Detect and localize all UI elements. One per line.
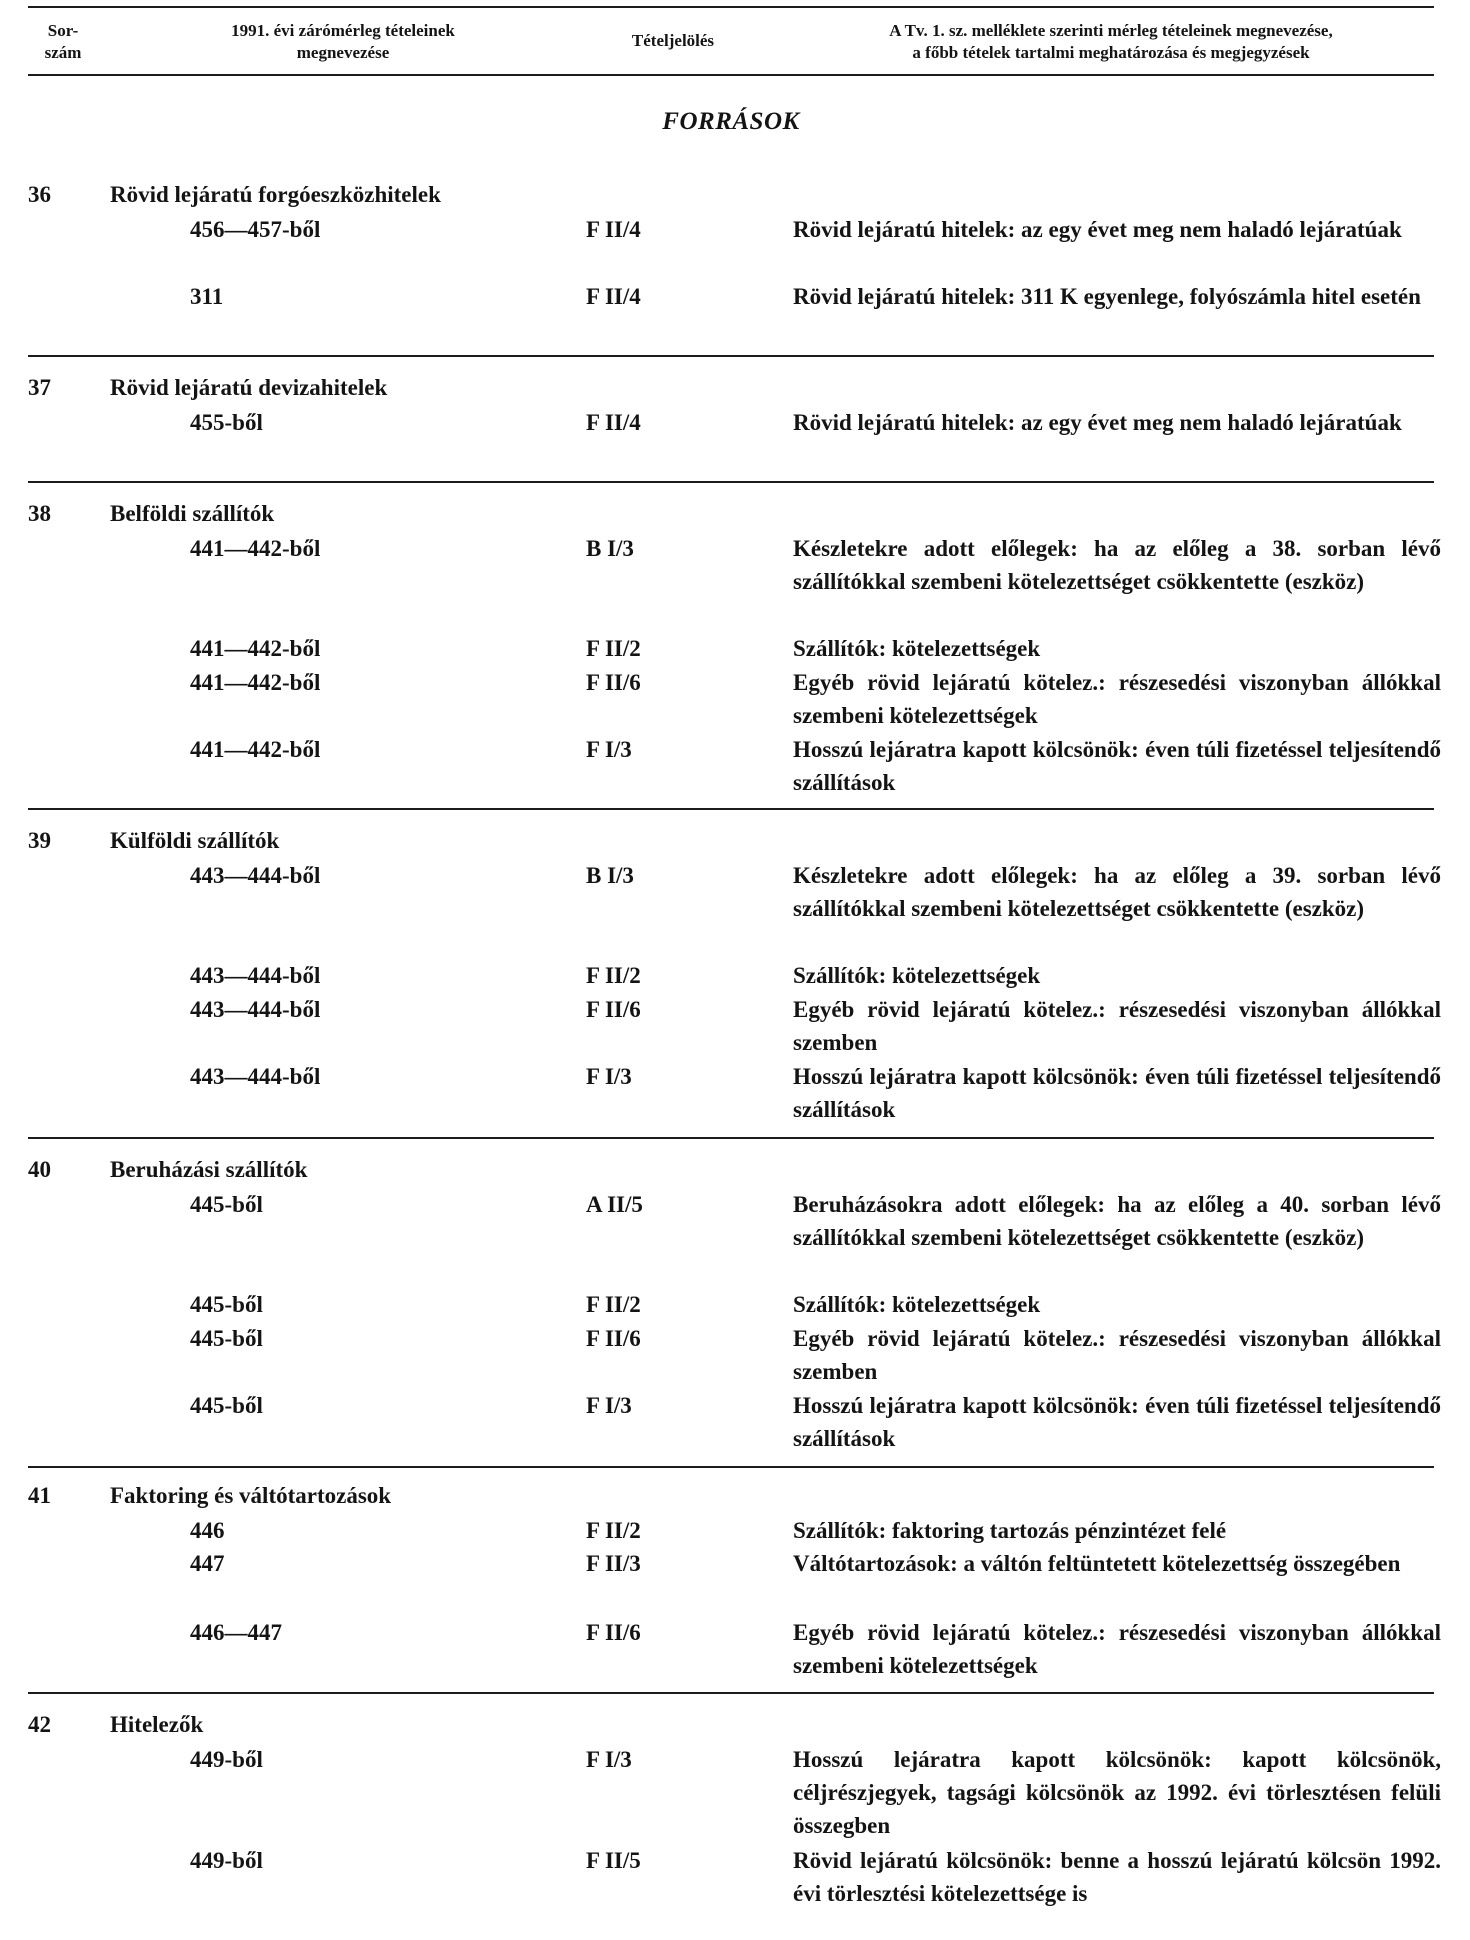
item-description: Egyéb rövid lejáratú kötelez.: részesedési viszonyban állókkal szemben bbox=[793, 1326, 1441, 1384]
header-col-item-code: Tételjelölés bbox=[631, 31, 715, 50]
group-number: 37 bbox=[28, 375, 51, 400]
account-ref: 445-ből bbox=[190, 1326, 263, 1351]
account-ref: 449-ből bbox=[190, 1848, 263, 1873]
group-number: 38 bbox=[28, 501, 51, 526]
header-bottom-rule bbox=[28, 74, 1434, 76]
item-code: F II/6 bbox=[586, 1620, 641, 1645]
account-ref: 455-ből bbox=[190, 410, 263, 435]
item-code: F II/4 bbox=[586, 410, 641, 435]
header-col-row-number: Sor- szám bbox=[44, 21, 82, 62]
top-rule bbox=[28, 6, 1434, 8]
group-divider bbox=[28, 808, 1434, 810]
group-number: 42 bbox=[28, 1712, 51, 1737]
item-description: Szállítók: kötelezettségek bbox=[793, 636, 1041, 661]
item-description: Egyéb rövid lejáratú kötelez.: részesedési viszonyban állókkal szembeni kötelezettségek bbox=[793, 1620, 1441, 1678]
group-divider bbox=[28, 1137, 1434, 1139]
item-code: B I/3 bbox=[586, 536, 634, 561]
item-description: Hosszú lejáratra kapott kölcsönök: éven túli fizetéssel teljesítendő szállítások bbox=[793, 1393, 1441, 1451]
account-ref: 443—444-ből bbox=[190, 863, 321, 888]
item-code: F II/4 bbox=[586, 217, 641, 242]
group-number: 36 bbox=[28, 182, 51, 207]
group-name: Külföldi szállítók bbox=[110, 828, 280, 853]
item-code: F II/2 bbox=[586, 636, 641, 661]
item-code: F I/3 bbox=[586, 1393, 632, 1418]
item-description: Készletekre adott előlegek: ha az előleg a 39. sorban lévő szállítókkal szembeni kötelezettséget csökkentette (eszköz) bbox=[793, 863, 1441, 921]
account-ref: 441—442-ből bbox=[190, 737, 321, 762]
item-description: Rövid lejáratú hitelek: az egy évet meg nem haladó lejáratúak bbox=[793, 410, 1402, 435]
account-ref: 449-ből bbox=[190, 1747, 263, 1772]
item-code: B I/3 bbox=[586, 863, 634, 888]
account-ref: 441—442-ből bbox=[190, 536, 321, 561]
group-name: Rövid lejáratú forgóeszközhitelek bbox=[110, 182, 441, 207]
group-divider bbox=[28, 355, 1434, 357]
item-description: Egyéb rövid lejáratú kötelez.: részesedési viszonyban állókkal szemben bbox=[793, 997, 1441, 1055]
item-description: Hosszú lejáratra kapott kölcsönök: kapott kölcsönök, céljrészjegyek, tagsági kölcsönök az 1992. évi törlesztésen felüli összegben bbox=[793, 1747, 1441, 1838]
account-ref: 456—457-ből bbox=[190, 217, 321, 242]
header-col-1991-item: 1991. évi zárómérleg tételeinek megnevezése bbox=[231, 21, 455, 62]
item-code: F II/5 bbox=[586, 1848, 641, 1873]
item-code: F II/2 bbox=[586, 1292, 641, 1317]
group-name: Hitelezők bbox=[110, 1712, 204, 1737]
item-code: A II/5 bbox=[586, 1192, 643, 1217]
item-description: Hosszú lejáratra kapott kölcsönök: éven túli fizetéssel teljesítendő szállítások bbox=[793, 737, 1441, 795]
group-number: 40 bbox=[28, 1157, 51, 1182]
account-ref: 443—444-ből bbox=[190, 963, 321, 988]
document-page bbox=[28, 0, 1441, 1940]
item-code: F I/3 bbox=[586, 737, 632, 762]
section-title: FORRÁSOK bbox=[662, 108, 800, 135]
account-ref: 443—444-ből bbox=[190, 1064, 321, 1089]
item-code: F II/4 bbox=[586, 284, 641, 309]
item-description: Szállítók: kötelezettségek bbox=[793, 963, 1041, 988]
group-number: 39 bbox=[28, 828, 51, 853]
group-name: Faktoring és váltótartozások bbox=[110, 1483, 392, 1508]
account-ref: 445-ből bbox=[190, 1192, 263, 1217]
item-description: Rövid lejáratú hitelek: az egy évet meg nem haladó lejáratúak bbox=[793, 217, 1402, 242]
item-code: F II/2 bbox=[586, 963, 641, 988]
item-code: F II/3 bbox=[586, 1551, 641, 1576]
item-description: Szállítók: kötelezettségek bbox=[793, 1292, 1041, 1317]
group-number: 41 bbox=[28, 1483, 51, 1508]
item-description: Hosszú lejáratra kapott kölcsönök: éven túli fizetéssel teljesítendő szállítások bbox=[793, 1064, 1441, 1122]
item-description: Beruházásokra adott előlegek: ha az előleg a 40. sorban lévő szállítókkal szembeni kötelezettséget csökkentette (eszköz) bbox=[793, 1192, 1441, 1250]
account-ref: 441—442-ből bbox=[190, 636, 321, 661]
item-code: F II/2 bbox=[586, 1518, 641, 1543]
account-ref: 445-ből bbox=[190, 1393, 263, 1418]
item-description: Rövid lejáratú hitelek: 311 K egyenlege, folyószámla hitel esetén bbox=[793, 284, 1421, 309]
account-ref: 441—442-ből bbox=[190, 670, 321, 695]
header-col-law-description: A Tv. 1. sz. melléklete szerinti mérleg tételeinek megnevezése, a főbb tételek tartalmi meghatározása és megjegyzések bbox=[889, 21, 1333, 62]
item-description: Rövid lejáratú kölcsönök: benne a hosszú lejáratú kölcsön 1992. évi törlesztési kötelezettsége is bbox=[793, 1848, 1441, 1906]
item-code: F II/6 bbox=[586, 997, 641, 1022]
item-description: Egyéb rövid lejáratú kötelez.: részesedési viszonyban állókkal szembeni kötelezettségek bbox=[793, 670, 1441, 728]
account-ref: 447 bbox=[190, 1551, 225, 1576]
group-divider bbox=[28, 481, 1434, 483]
item-code: F II/6 bbox=[586, 670, 641, 695]
account-ref: 311 bbox=[190, 284, 224, 309]
group-divider bbox=[28, 1466, 1434, 1468]
item-description: Készletekre adott előlegek: ha az előleg a 38. sorban lévő szállítókkal szembeni kötelezettséget csökkentette (eszköz) bbox=[793, 536, 1441, 594]
account-ref: 446—447 bbox=[190, 1620, 282, 1645]
account-ref: 443—444-ből bbox=[190, 997, 321, 1022]
item-description: Váltótartozások: a váltón feltüntetett kötelezettség összegében bbox=[793, 1551, 1401, 1576]
item-code: F I/3 bbox=[586, 1747, 632, 1772]
item-description: Szállítók: faktoring tartozás pénzintézet felé bbox=[793, 1518, 1227, 1543]
item-code: F II/6 bbox=[586, 1326, 641, 1351]
group-name: Beruházási szállítók bbox=[110, 1157, 308, 1182]
account-ref: 446 bbox=[190, 1518, 225, 1543]
account-ref: 445-ből bbox=[190, 1292, 263, 1317]
group-name: Belföldi szállítók bbox=[110, 501, 275, 526]
group-divider bbox=[28, 1692, 1434, 1694]
item-code: F I/3 bbox=[586, 1064, 632, 1089]
group-name: Rövid lejáratú devizahitelek bbox=[110, 375, 388, 400]
